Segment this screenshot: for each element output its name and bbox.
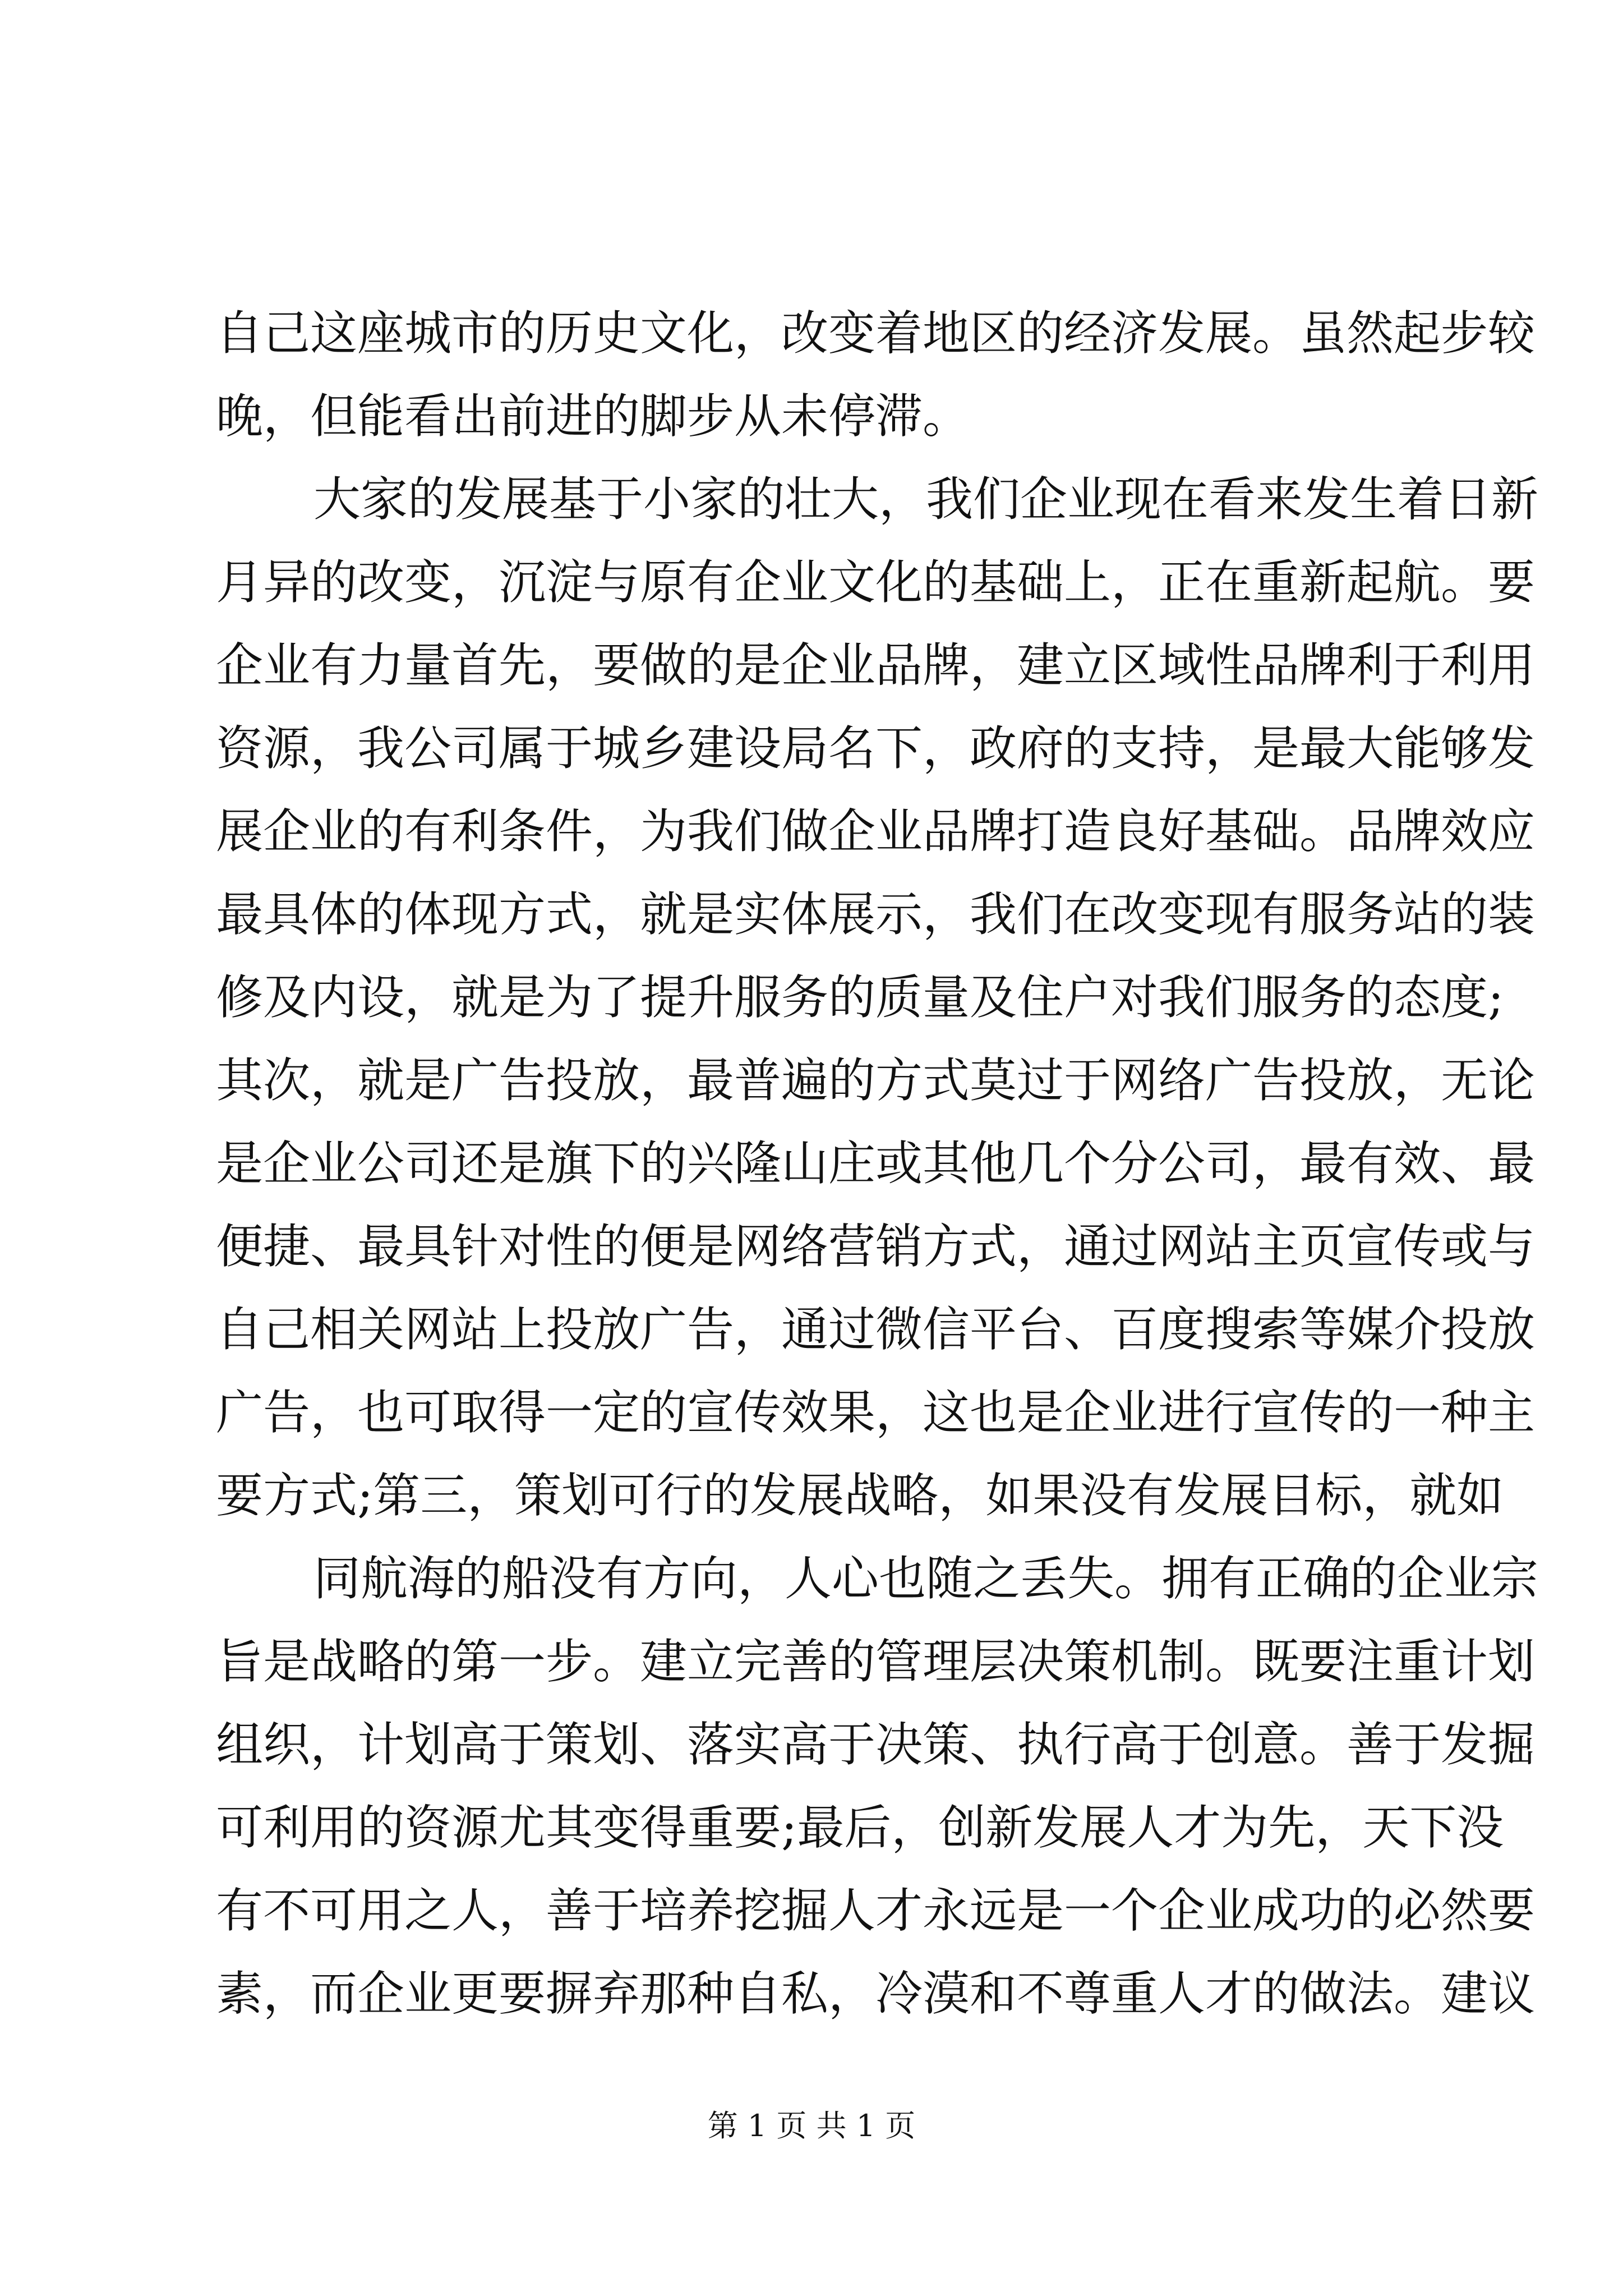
text-line: 组织，计划高于策划、落实高于决策、执行高于创意。善于发掘 (216, 1717, 1536, 1772)
text-line: 展企业的有利条件，为我们做企业品牌打造良好基础。品牌效应 (216, 804, 1536, 859)
text-line: 修及内设，就是为了提升服务的质量及住户对我们服务的态度; (216, 970, 1504, 1025)
text-line: 资源，我公司属于城乡建设局名下，政府的支持，是最大能够发 (216, 721, 1536, 776)
text-line: 是企业公司还是旗下的兴隆山庄或其他几个分公司，最有效、最 (216, 1136, 1536, 1191)
text-line: 自己相关网站上投放广告，通过微信平台、百度搜索等媒介投放 (216, 1302, 1536, 1357)
text-line: 其次，就是广告投放，最普遍的方式莫过于网络广告投放，无论 (216, 1053, 1536, 1108)
text-line: 大家的发展基于小家的壮大，我们企业现在看来发生着日新 (313, 472, 1539, 527)
text-line: 素，而企业更要摒弃那种自私，冷漠和不尊重人才的做法。建议 (216, 1966, 1536, 2021)
text-line: 企业有力量首先，要做的是企业品牌，建立区域性品牌利于利用 (216, 638, 1536, 693)
paragraph-3 (216, 1537, 1539, 2035)
page-number-footer: 第 1 页 共 1 页 (707, 2108, 916, 2143)
paragraph-1 (216, 292, 1536, 458)
text-line: 可利用的资源尤其变得重要;最后，创新发展人才为先，天下没 (216, 1800, 1504, 1855)
text-line: 自己这座城市的历史文化，改变着地区的经济发展。虽然起步较 (216, 306, 1536, 361)
text-line: 便捷、最具针对性的便是网络营销方式，通过网站主页宣传或与 (216, 1219, 1536, 1274)
text-line: 晚，但能看出前进的脚步从未停滞。 (216, 389, 970, 444)
text-line: 有不可用之人，善于培养挖掘人才永远是一个企业成功的必然要 (216, 1883, 1536, 1938)
text-line: 同航海的船没有方向，人心也随之丢失。拥有正确的企业宗 (313, 1551, 1539, 1606)
text-line: 最具体的体现方式，就是实体展示，我们在改变现有服务站的装 (216, 887, 1536, 942)
document-body (216, 292, 1539, 2035)
paragraph-2 (216, 458, 1539, 1537)
text-line: 广告，也可取得一定的宣传效果，这也是企业进行宣传的一种主 (216, 1385, 1536, 1440)
text-line: 月异的改变，沉淀与原有企业文化的基础上，正在重新起航。要 (216, 555, 1536, 610)
text-line: 旨是战略的第一步。建立完善的管理层决策机制。既要注重计划 (216, 1634, 1536, 1689)
text-line: 要方式;第三，策划可行的发展战略，如果没有发展目标，就如 (216, 1468, 1504, 1523)
